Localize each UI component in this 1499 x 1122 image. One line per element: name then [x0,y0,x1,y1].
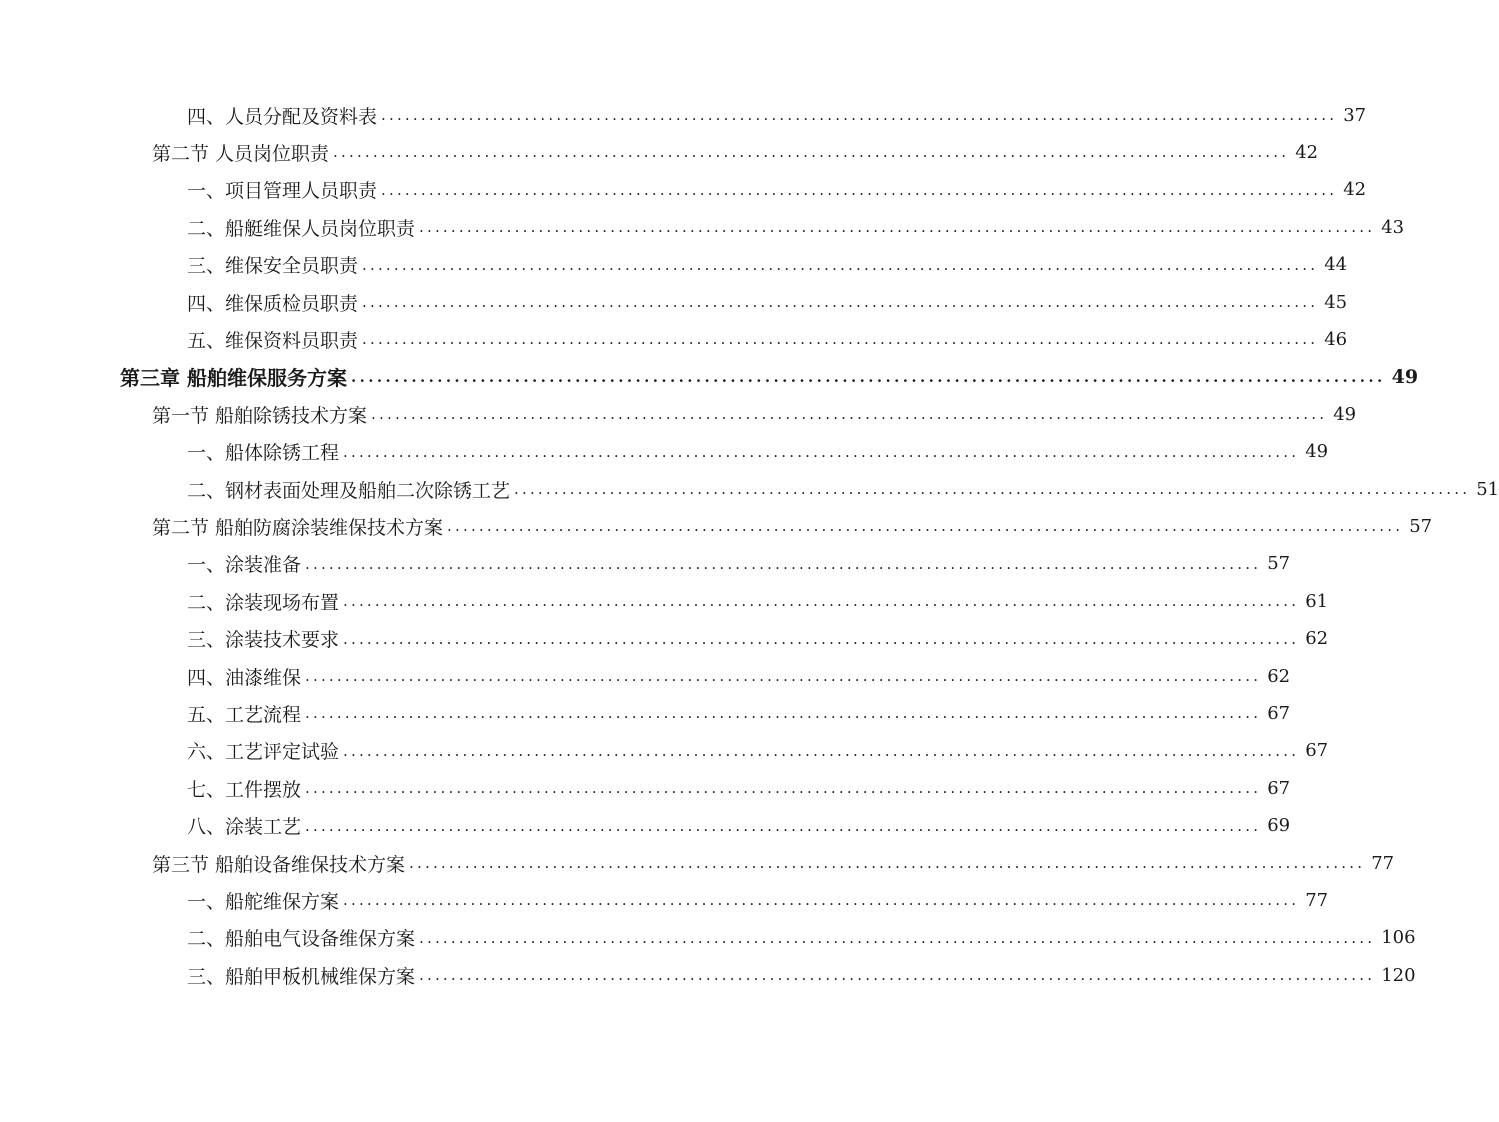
toc-page-number: 37 [1343,104,1367,126]
toc-page-number: 42 [1343,179,1367,201]
toc-dot-leader: ........................................................................................................................ [381,106,1338,124]
toc-entry-title: 四、人员分配及资料表 [187,105,378,128]
toc-entry-title: 五、维保资料员职责 [187,329,359,352]
toc-entry-title: 二、船艇维保人员岗位职责 [187,217,416,240]
toc-subsection-entry[interactable] [187,698,1291,728]
toc-page-number: 106 [1381,927,1416,949]
toc-subsection-entry[interactable] [187,437,1329,467]
toc-dot-leader: ........................................................................................................................ [343,442,1300,461]
toc-page-number: 44 [1324,254,1348,276]
toc-section-entry[interactable] [152,848,1395,878]
toc-entry-title: 一、涂装准备 [187,554,302,577]
toc-dot-leader: ........................................................................................................................ [343,629,1300,648]
toc-subsection-entry[interactable] [187,736,1329,766]
toc-section-entry[interactable] [152,137,1319,167]
toc-dot-leader: ........................................................................................................................ [362,330,1319,349]
toc-page-number: 46 [1324,328,1348,350]
toc-dot-leader: ........................................................................................................................ [305,704,1262,723]
toc-subsection-entry[interactable] [187,811,1291,841]
toc-page-number: 57 [1409,515,1433,537]
toc-page-number: 61 [1305,590,1329,612]
toc-page-number: 77 [1305,889,1329,911]
toc-entry-title: 第二节 人员岗位职责 [152,142,330,165]
toc-dot-leader: ........................................................................................................................ [381,180,1338,199]
toc-page-number: 42 [1295,141,1319,163]
toc-subsection-entry[interactable] [187,885,1329,915]
toc-entry-title: 一、船舵维保方案 [187,890,340,913]
toc-page-number: 43 [1381,216,1405,238]
toc-entry-title: 一、项目管理人员职责 [187,180,378,203]
toc-page-number: 67 [1267,702,1291,724]
toc-entry-title: 八、涂装工艺 [187,816,302,839]
toc-subsection-entry[interactable] [187,324,1348,354]
toc-dot-leader: ........................................................................................................................ [333,143,1290,162]
toc-page-number: 120 [1381,964,1416,986]
toc-subsection-entry[interactable] [187,923,1416,953]
toc-subsection-entry[interactable] [187,624,1329,654]
toc-entry-title: 二、船舶电气设备维保方案 [187,928,416,951]
toc-subsection-entry[interactable] [187,250,1348,280]
toc-subsection-entry[interactable] [187,474,1499,504]
toc-dot-leader: ........................................................................................................................ [419,966,1376,985]
toc-dot-leader: ........................................................................................................................ [362,255,1319,274]
toc-dot-leader: ........................................................................................................................ [305,816,1262,835]
toc-dot-leader: ........................................................................................................................ [305,779,1262,798]
toc-page-number: 45 [1324,291,1348,313]
toc-page-number: 67 [1305,740,1329,762]
toc-entry-title: 第三节 船舶设备维保技术方案 [152,853,406,876]
toc-page-number: 69 [1267,815,1291,837]
toc-page-number: 67 [1267,777,1291,799]
toc-dot-leader: ........................................................................................................................ [350,367,1386,386]
toc-dot-leader: ........................................................................................................................ [305,554,1262,573]
toc-dot-leader: ........................................................................................................................ [371,405,1328,424]
toc-entry-title: 二、钢材表面处理及船舶二次除锈工艺 [187,479,511,502]
toc-subsection-entry[interactable] [187,586,1329,616]
toc-subsection-entry[interactable] [187,773,1291,803]
toc-subsection-entry[interactable] [187,960,1416,990]
toc-dot-leader: ........................................................................................................................ [343,891,1300,910]
toc-dot-leader: ........................................................................................................................ [419,928,1376,947]
toc-entry-title: 二、涂装现场布置 [187,591,340,614]
toc-page-number: 49 [1391,365,1419,388]
toc-entry-title: 第三章 船舶维保服务方案 [120,366,347,391]
toc-subsection-entry[interactable] [187,175,1367,205]
toc-entry-title: 三、船舶甲板机械维保方案 [187,965,416,988]
toc-dot-leader: ........................................................................................................................ [362,293,1319,311]
toc-entry-title: 六、工艺评定试验 [187,741,340,764]
toc-subsection-entry[interactable] [187,212,1405,242]
toc-dot-leader: ........................................................................................................................ [514,480,1471,498]
toc-dot-leader: ........................................................................................................................ [409,854,1366,872]
toc-entry-title: 三、涂装技术要求 [187,629,340,652]
toc-page-number: 51 [1476,478,1499,500]
toc-entry-title: 五、工艺流程 [187,703,302,726]
toc-entry-title: 一、船体除锈工程 [187,442,340,465]
toc-dot-leader: ........................................................................................................................ [447,517,1404,536]
toc-entry-title: 三、维保安全员职责 [187,255,359,278]
toc-subsection-entry[interactable] [187,287,1348,317]
toc-section-entry[interactable] [152,511,1433,541]
toc-page-number: 49 [1305,441,1329,463]
toc-page-number: 49 [1333,403,1357,425]
toc-entry-title: 第一节 船舶除锈技术方案 [152,404,368,427]
toc-entry-title: 第二节 船舶防腐涂装维保技术方案 [152,516,444,539]
toc-entry-title: 四、维保质检员职责 [187,292,359,315]
toc-page-number: 62 [1267,665,1291,687]
toc-subsection-entry[interactable] [187,549,1291,579]
toc-entry-title: 四、油漆维保 [187,666,302,689]
toc-entry-title: 七、工件摆放 [187,778,302,801]
toc-subsection-entry[interactable] [187,661,1291,691]
toc-dot-leader: ........................................................................................................................ [343,592,1300,611]
toc-chapter-entry[interactable] [120,362,1419,392]
toc-page-number: 57 [1267,553,1291,575]
toc-dot-leader: ........................................................................................................................ [343,741,1300,760]
toc-subsection-entry[interactable] [187,100,1367,130]
toc-page-number: 62 [1305,628,1329,650]
toc-page-number: 77 [1371,852,1395,874]
toc-dot-leader: ........................................................................................................................ [419,218,1376,237]
toc-dot-leader: ........................................................................................................................ [305,667,1262,685]
toc-section-entry[interactable] [152,399,1357,429]
